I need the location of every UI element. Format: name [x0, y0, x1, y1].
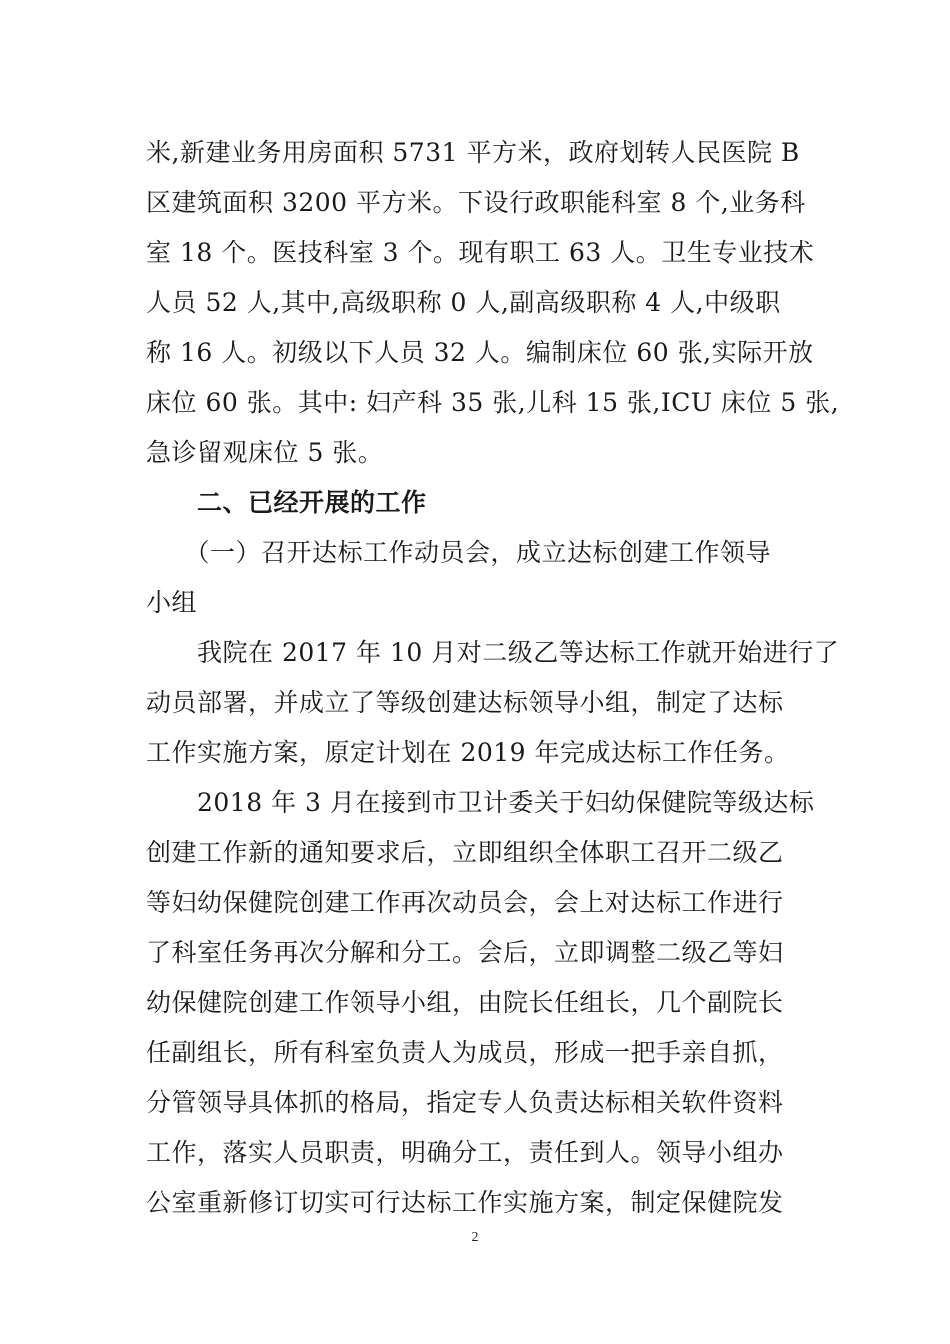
text-line: 室 18 个。医技科室 3 个。现有职工 63 人。卫生专业技术: [146, 238, 815, 267]
text-line: 公室重新修订切实可行达标工作实施方案，制定保健院发: [146, 1188, 784, 1217]
text-line: 任副组长，所有科室负责人为成员，形成一把手亲自抓，: [146, 1038, 784, 1067]
text-line: 动员部署，并成立了等级创建达标领导小组，制定了达标: [146, 688, 784, 717]
subsection-heading-continued: 小组: [146, 588, 198, 617]
text-line: 米,新建业务用房面积 5731 平方米，政府划转人民医院 B: [146, 138, 800, 167]
section-heading: 二、已经开展的工作: [146, 488, 427, 517]
text-line: 工作，落实人员职责，明确分工，责任到人。领导小组办: [146, 1138, 784, 1167]
text-line: 幼保健院创建工作领导小组，由院长任组长，几个副院长: [146, 988, 784, 1017]
text-line: 我院在 2017 年 10 月对二级乙等达标工作就开始进行了: [146, 638, 840, 667]
text-line: 了科室任务再次分解和分工。会后，立即调整二级乙等妇: [146, 938, 784, 967]
text-line: 床位 60 张。其中: 妇产科 35 张,儿科 15 张,ICU 床位 5 张,: [146, 388, 840, 417]
text-line: 人员 52 人,其中,高级职称 0 人,副高级职称 4 人,中级职: [146, 288, 781, 317]
text-line: 工作实施方案，原定计划在 2019 年完成达标工作任务。: [146, 738, 790, 767]
text-line: 等妇幼保健院创建工作再次动员会，会上对达标工作进行: [146, 888, 784, 917]
text-line: 称 16 人。初级以下人员 32 人。编制床位 60 张,实际开放: [146, 338, 814, 367]
text-line: 分管领导具体抓的格局，指定专人负责达标相关软件资料: [146, 1088, 784, 1117]
text-line: 2018 年 3 月在接到市卫计委关于妇幼保健院等级达标: [146, 788, 815, 817]
subsection-heading: （一）召开达标工作动员会，成立达标创建工作领导: [146, 538, 772, 567]
text-line: 急诊留观床位 5 张。: [146, 438, 384, 467]
text-line: 创建工作新的通知要求后，立即组织全体职工召开二级乙: [146, 838, 784, 867]
body-text: [146, 128, 840, 1228]
text-line: 区建筑面积 3200 平方米。下设行政职能科室 8 个,业务科: [146, 188, 806, 217]
page-number: 2: [471, 1230, 479, 1245]
